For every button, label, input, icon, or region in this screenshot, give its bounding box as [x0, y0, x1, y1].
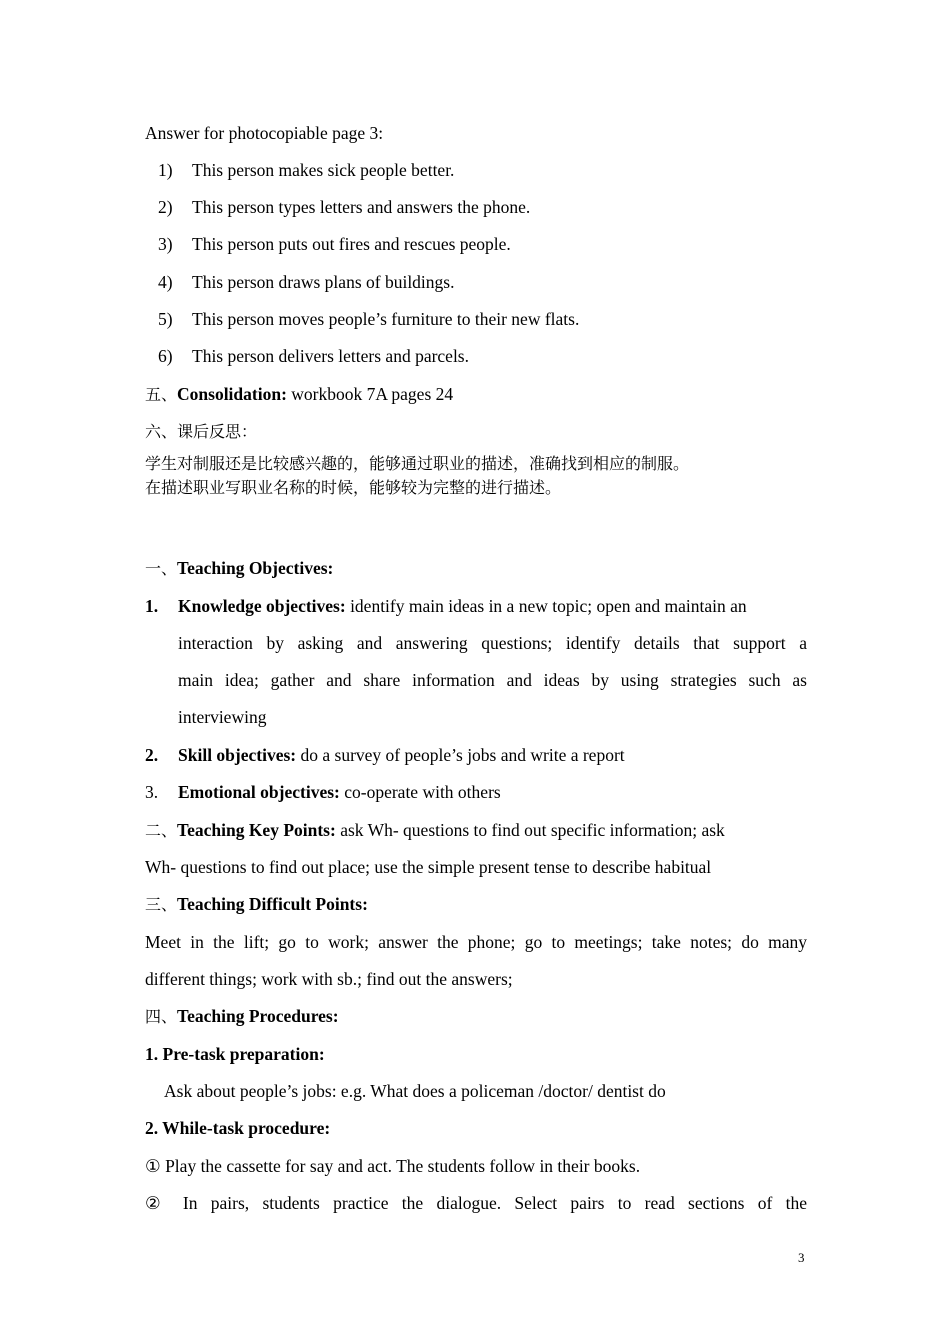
reflection-heading: 六、课后反思：	[145, 422, 258, 441]
answer-text: This person delivers letters and parcels.	[192, 346, 469, 366]
step-marker: ①	[145, 1156, 161, 1176]
procedure-step	[145, 1192, 807, 1214]
objective-body	[178, 744, 807, 766]
answer-text: This person moves people’s furniture to their new flats.	[192, 309, 580, 329]
answer-text: This person makes sick people better.	[192, 160, 455, 180]
objective-text: do a survey of people’s jobs and write a report	[296, 745, 625, 765]
step-marker: ②	[145, 1193, 170, 1213]
section-prefix: 四、	[145, 1007, 178, 1026]
pre-task-text: Ask about people’s jobs: e.g. What does a policeman /doctor/ dentist do	[164, 1081, 666, 1101]
objective-label: Emotional objectives:	[178, 782, 340, 802]
step-text: In pairs, students practice the dialogue. Select pairs to read sections of the	[169, 1193, 807, 1213]
step-text: Play the cassette for say and act. The students follow in their books.	[160, 1156, 641, 1176]
consolidation-line	[145, 383, 807, 406]
objective-label: Skill objectives:	[178, 745, 297, 765]
objective-text-line: interaction by asking and answering questions; identify details that support a	[178, 633, 807, 653]
objective-text: co-operate with others	[339, 782, 501, 802]
while-task-heading: 2. While-task procedure:	[145, 1118, 331, 1138]
answer-number: 5)	[158, 309, 173, 329]
objective-number: 3.	[145, 782, 159, 802]
objective-body	[178, 781, 807, 803]
consolidation-text: workbook 7A pages 24	[286, 384, 454, 404]
reflection-line: 学生对制服还是比较感兴趣的，能够通过职业的描述，准确找到相应的制服。	[145, 454, 690, 473]
objective-text-line: main idea; gather and share information and ideas by using strategies such as	[178, 670, 807, 690]
consolidation-label: Consolidation:	[177, 384, 287, 404]
objectives-heading	[145, 557, 807, 580]
answer-text: This person types letters and answers the phone.	[192, 197, 531, 217]
answer-number: 1)	[158, 160, 173, 180]
difficult-points-label: Teaching Difficult Points:	[177, 894, 368, 914]
difficult-points-line: different things; work with sb.; find out the answers;	[145, 969, 513, 989]
pre-task-heading: 1. Pre-task preparation:	[145, 1044, 325, 1064]
page-number: 3	[798, 1250, 805, 1265]
answer-number: 2)	[158, 197, 173, 217]
procedure-step	[145, 1155, 807, 1177]
reflection-line: 在描述职业写职业名称的时候，能够较为完整的进行描述。	[145, 478, 562, 497]
objective-text: identify main ideas in a new topic; open and maintain an	[345, 596, 747, 616]
objective-body	[178, 595, 807, 617]
answer-number: 4)	[158, 272, 173, 292]
answer-number: 3)	[158, 234, 173, 254]
objective-number: 1.	[145, 596, 159, 616]
key-points-text: ask Wh- questions to find out specific information; ask	[335, 820, 725, 840]
answer-text: This person puts out fires and rescues people.	[192, 234, 511, 254]
section-prefix: 二、	[145, 821, 178, 840]
section-prefix: 三、	[145, 895, 178, 914]
key-points-line: Wh- questions to find out place; use the simple present tense to describe habitual	[145, 857, 712, 877]
answers-heading: Answer for photocopiable page 3:	[145, 123, 384, 143]
procedures-heading	[145, 1005, 807, 1028]
answer-number: 6)	[158, 346, 173, 366]
objective-number: 2.	[145, 745, 159, 765]
section-prefix: 五、	[145, 385, 178, 404]
difficult-points-heading	[145, 893, 807, 916]
objective-label: Knowledge objectives:	[178, 596, 346, 616]
difficult-points-line: Meet in the lift; go to work; answer the phone; go to meetings; take notes; do many	[145, 932, 807, 952]
section-prefix: 一、	[145, 559, 178, 578]
key-points-line	[145, 819, 807, 842]
key-points-label: Teaching Key Points:	[177, 820, 336, 840]
answer-text: This person draws plans of buildings.	[192, 272, 455, 292]
objective-text-line: interviewing	[178, 707, 267, 727]
procedures-label: Teaching Procedures:	[177, 1006, 339, 1026]
objectives-title: Teaching Objectives:	[177, 558, 334, 578]
